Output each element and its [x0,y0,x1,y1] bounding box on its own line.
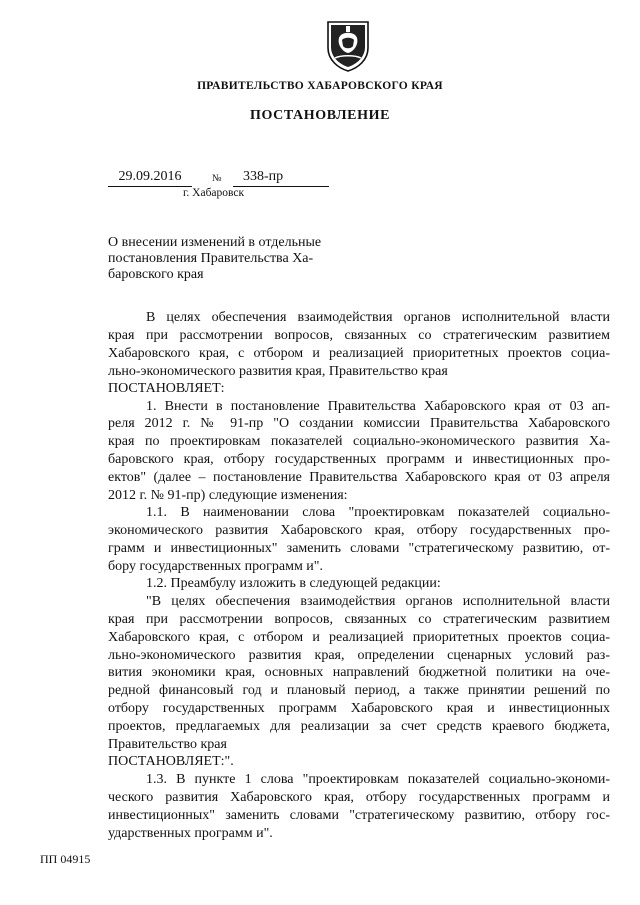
body-line: края по проектировкам показателей социально-экономического развития Ха- [108,434,610,449]
body-line: льно-экономического развития края, Правительство края [108,364,448,379]
body-line: ПОСТАНОВЛЯЕТ: [108,381,225,396]
body-line: ектов" (далее – постановление Правительства Хабаровского края от 03 апреля [108,470,610,485]
body-line: ударственных программ и". [108,826,273,841]
body-line: края при рассмотрении вопросов, связанных со стратегическим развитием [108,612,610,627]
body-line: В целях обеспечения взаимодействия органов исполнительной власти [146,310,610,325]
body-line: реля 2012 г. № 91-пр "О создании комиссии Правительства Хабаровского [108,416,610,431]
body-line: 1.3. В пункте 1 слова "проектировкам показателей социально-экономи- [146,772,610,787]
body-line: Правительство края [108,737,227,752]
body-line: ческого развития Хабаровского края, отбору государственных программ и [108,790,610,805]
body-line: льно-экономического развития края, определении сценарных условий раз- [108,648,610,663]
subject-line: постановления Правительства Ха- [108,251,314,266]
body-line: инвестиционных" заменить словами "стратегическому развитию, отбору гос- [108,808,610,823]
footer-code: ПП 04915 [40,852,91,866]
body-line: редной финансовый год и плановый период, а также принятии решений по [108,683,610,698]
body-line: проектов, предлагаемых для реализации за счет средств краевого бюджета, [108,719,610,734]
body-line: ПОСТАНОВЛЯЕТ:". [108,754,234,769]
subject-line: О внесении изменений в отдельные [108,235,322,250]
document-number: 338-пр [233,168,329,187]
body-line: 1.2. Преамбулу изложить в следующей редакции: [146,576,441,591]
body-line: грамм и инвестиционных" заменить словами "стратегическому развитию, от- [108,541,610,556]
body-line: "В целях обеспечения взаимодействия органов исполнительной власти [146,594,610,609]
document-subject [108,235,340,283]
body-line: края при рассмотрении вопросов, связанных со стратегическим развитием [108,328,610,343]
document-type: ПОСТАНОВЛЕНИЕ [249,108,391,123]
body-line: Хабаровского края, с отбором и реализацией приоритетных проектов социа- [108,346,610,361]
document-date: 29.09.2016 [108,168,192,187]
body-line: 2012 г. № 91-пр) следующие изменения: [108,488,348,503]
body-line: бору государственных программ и". [108,559,324,574]
body-line: отбору государственных программ Хабаровского края и инвестиционных [108,701,610,716]
body-line: вития экономики края, основных направлений бюджетной политики на оче- [108,665,610,680]
body-line: экономического развития Хабаровского края, отбору государственных про- [108,523,610,538]
number-sign: № [212,173,222,184]
body-line: Хабаровского края, с отбором и реализацией приоритетных проектов социа- [108,630,610,645]
body-line: 1. Внести в постановление Правительства Хабаровского края от 03 ап- [146,399,610,414]
subject-line: баровского края [108,267,204,282]
body-line: баровского края, отбору государственных программ и инвестиционных про- [108,452,610,467]
city-name: г. Хабаровск [183,187,245,199]
coat-of-arms-icon [325,18,371,72]
body-line: 1.1. В наименовании слова "проектировкам показателей социально- [146,505,610,520]
organization-name: ПРАВИТЕЛЬСТВО ХАБАРОВСКОГО КРАЯ [197,80,443,92]
